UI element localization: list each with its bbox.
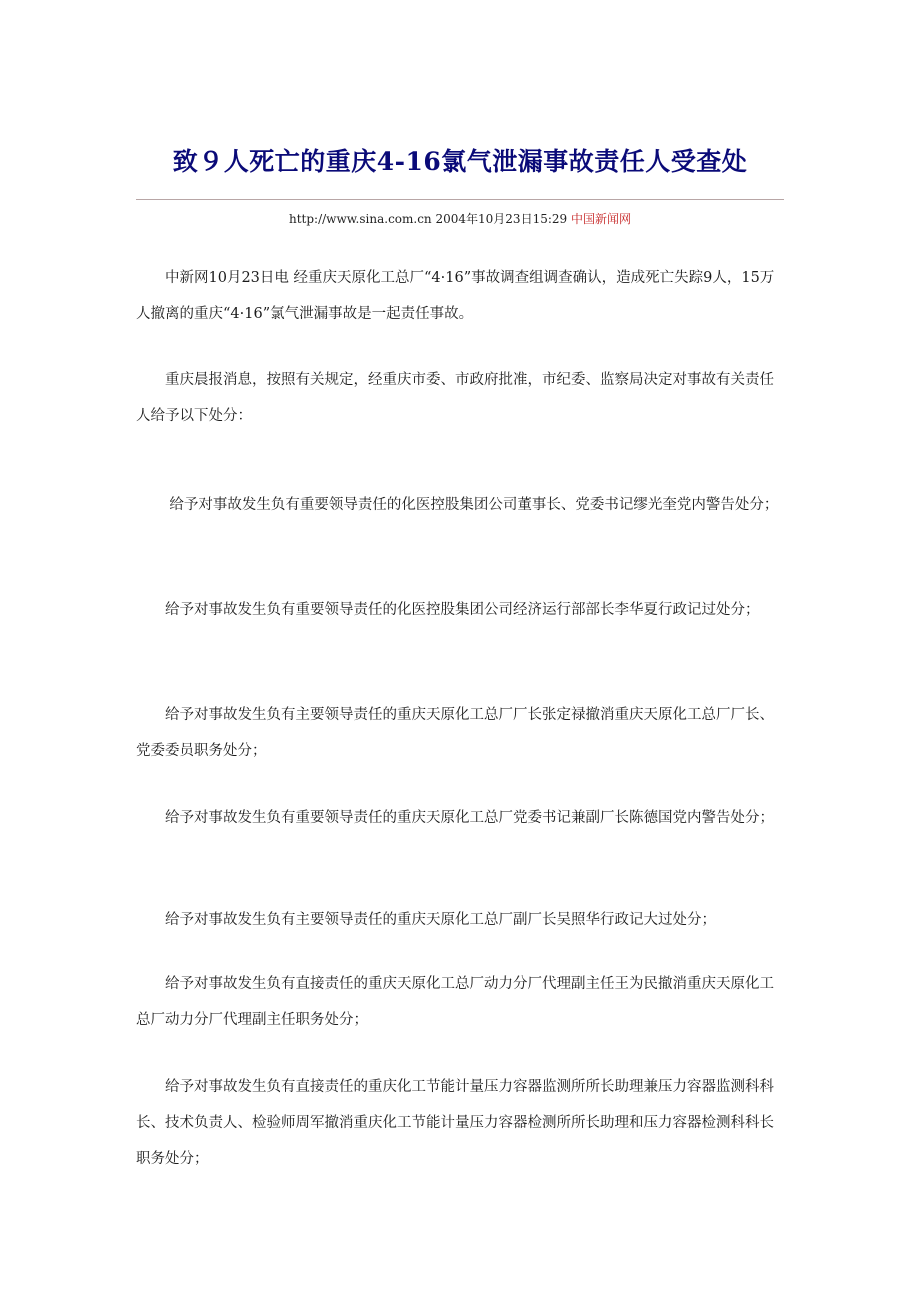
paragraph-decision: 重庆晨报消息，按照有关规定，经重庆市委、市政府批准，市纪委、监察局决定对事故有关责任人给予以下处分： [136, 372, 774, 424]
paragraph-punishment: 给予对事故发生负有直接责任的重庆化工节能计量压力容器监测所所长助理兼压力容器监测科科长、技术负责人、检验师周军撤消重庆化工节能计量压力容器检测所所长助理和压力容器检测科科长职务处分； [136, 1079, 774, 1167]
article-title: 致９人死亡的重庆4-16氯气泄漏事故责任人受查处 [172, 147, 748, 176]
paragraph-intro: 中新网10月23日电 经重庆天原化工总厂“4·16”事故调查组调查确认，造成死亡失踪9人，15万人撤离的重庆“4·16”氯气泄漏事故是一起责任事故。 [136, 270, 775, 322]
paragraph-punishment: 给予对事故发生负有重要领导责任的化医控股集团公司董事长、党委书记缪光奎党内警告处分； [169, 497, 779, 513]
meta-source-link[interactable]: 中国新闻网 [570, 212, 631, 226]
paragraph-punishment: 给予对事故发生负有直接责任的重庆天原化工总厂动力分厂代理副主任王为民撤消重庆天原化工总厂动力分厂代理副主任职务处分； [136, 976, 774, 1028]
article-meta [0, 208, 920, 230]
title-divider [136, 199, 784, 200]
paragraph-punishment: 给予对事故发生负有主要领导责任的重庆天原化工总厂副厂长吴照华行政记大过处分； [165, 912, 716, 928]
meta-url[interactable]: http://www.sina.com.cn [288, 212, 432, 226]
paragraph-punishment: 给予对事故发生负有主要领导责任的重庆天原化工总厂厂长张定禄撤消重庆天原化工总厂厂长、党委委员职务处分； [136, 707, 774, 759]
meta-datetime: 2004年10月23日15:29 [435, 212, 568, 226]
paragraph-punishment: 给予对事故发生负有重要领导责任的重庆天原化工总厂党委书记兼副厂长陈德国党内警告处分； [165, 810, 774, 826]
paragraph-punishment: 给予对事故发生负有重要领导责任的化医控股集团公司经济运行部部长李华夏行政记过处分； [165, 602, 760, 618]
